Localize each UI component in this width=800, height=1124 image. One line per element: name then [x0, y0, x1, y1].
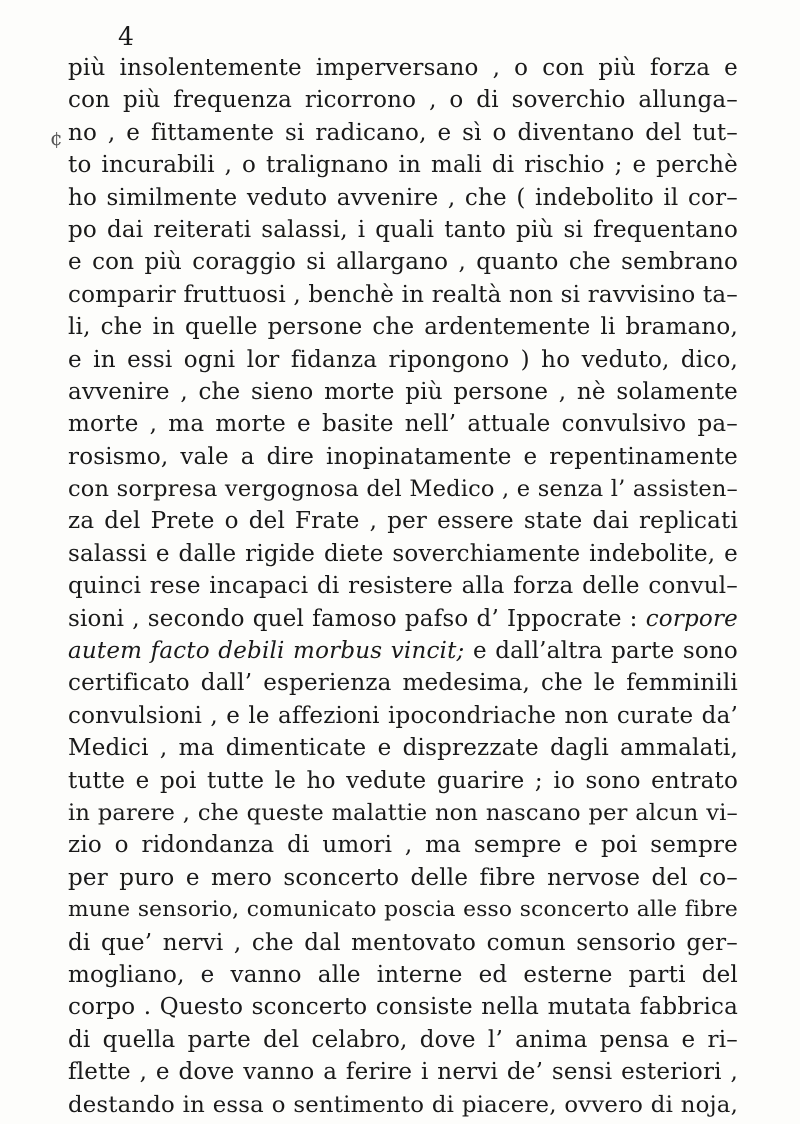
- text-segment: ho similmente veduto avvenire , che ( indebolito il cor–: [68, 184, 738, 211]
- text-line: [68, 927, 738, 959]
- text-segment: zio o ridondanza di umori , ma sempre e poi sempre: [68, 832, 738, 859]
- text-segment: e dall’altra parte sono: [464, 638, 738, 665]
- text-segment: za del Prete o del Frate , per essere state dai replicati: [68, 508, 738, 535]
- text-line: [68, 149, 738, 181]
- text-segment: to incurabili , o tralignano in mali di rischio ; e perchè: [68, 152, 738, 179]
- text-line: [68, 603, 738, 635]
- text-segment: morte , ma morte e basite nell’ attuale convulsivo pa–: [68, 411, 738, 438]
- text-line: [68, 441, 738, 473]
- text-line: [68, 117, 738, 149]
- text-line: [68, 829, 738, 861]
- text-line: [68, 538, 738, 570]
- text-segment: mune sensorio, comunicato poscia esso sconcerto alle fibre: [68, 897, 738, 923]
- text-segment: po dai reiterati salassi, i quali tanto più si frequentano: [68, 216, 738, 243]
- text-line: [68, 182, 738, 214]
- text-line: [68, 505, 738, 537]
- text-line: [68, 1024, 738, 1056]
- text-line: [68, 311, 738, 343]
- text-segment: più insolentemente imperversano , o con più forza e: [68, 55, 738, 81]
- text-segment: salassi e dalle rigide diete soverchiamente indebolite, e: [68, 540, 738, 567]
- text-line: [68, 84, 738, 116]
- text-segment: sioni , secondo quel famoso pafso d’ Ippocrate :: [68, 605, 646, 632]
- text-segment: no , e fittamente si radicano, e sì o diventano del tut–: [68, 119, 738, 146]
- text-segment: li, che in quelle persone che ardentemente li bramano,: [68, 314, 738, 341]
- text-line: [68, 765, 738, 797]
- italic-text: corpore: [645, 605, 738, 632]
- text-line: [68, 1056, 738, 1088]
- page-number: 4: [118, 22, 134, 51]
- italic-text: autem facto debili morbus vincit;: [68, 638, 465, 665]
- text-segment: certificato dall’ esperienza medesima, che le femminili: [68, 670, 738, 697]
- text-segment: mogliano, e vanno alle interne ed esterne parti del: [68, 961, 738, 988]
- text-segment: destando in essa o sentimento di piacere, ovvero di noja,: [68, 1091, 738, 1118]
- text-segment: quinci rese incapaci di resistere alla forza delle convul–: [68, 573, 738, 600]
- text-line: [68, 862, 738, 894]
- text-segment: e in essi ogni lor fidanza ripongono ) ho veduto, dico,: [68, 346, 738, 373]
- text-segment: comparir fruttuosi , benchè in realtà non si ravvisino ta–: [68, 281, 738, 308]
- text-line: [68, 635, 738, 667]
- text-line: [68, 894, 738, 926]
- text-line: [68, 408, 738, 440]
- text-segment: convulsioni , e le affezioni ipocondriache non curate da’: [68, 702, 738, 729]
- text-line: [68, 732, 738, 764]
- text-segment: di que’ nervi , che dal mentovato comun sensorio ger–: [68, 929, 738, 956]
- text-segment: per puro e mero sconcerto delle fibre nervose del co–: [68, 864, 738, 891]
- text-line: [68, 279, 738, 311]
- margin-mark: ¢: [50, 126, 63, 150]
- text-line: [68, 214, 738, 246]
- text-line: [68, 991, 738, 1023]
- text-segment: rosismo, vale a dire inopinatamente e repentinamente: [68, 443, 738, 470]
- body-text: [68, 52, 738, 1121]
- text-segment: avvenire , che sieno morte più persone , nè solamente: [68, 378, 738, 405]
- text-line: [68, 246, 738, 278]
- text-segment: di quella parte del celabro, dove l’ anima pensa e ri–: [68, 1026, 738, 1053]
- text-segment: e con più coraggio si allargano , quanto che sembrano: [68, 249, 738, 276]
- text-line: [68, 1089, 738, 1121]
- text-segment: con sorpresa vergognosa del Medico , e senza l’ assisten–: [68, 476, 738, 503]
- text-segment: Medici , ma dimenticate e disprezzate dagli ammalati,: [68, 735, 738, 762]
- text-line: [68, 700, 738, 732]
- text-segment: tutte e poi tutte le ho vedute guarire ; io sono entrato: [68, 767, 738, 794]
- text-line: [68, 344, 738, 376]
- text-line: [68, 570, 738, 602]
- text-segment: con più frequenza ricorrono , o di soverchio allunga–: [68, 87, 738, 114]
- text-line: [68, 52, 738, 84]
- text-segment: flette , e dove vanno a ferire i nervi de’ sensi esteriori ,: [68, 1059, 738, 1086]
- text-segment: corpo . Questo sconcerto consiste nella mutata fabbrica: [68, 994, 738, 1021]
- text-line: [68, 797, 738, 829]
- text-line: [68, 473, 738, 505]
- text-line: [68, 959, 738, 991]
- text-line: [68, 376, 738, 408]
- text-line: [68, 667, 738, 699]
- text-segment: in parere , che queste malattie non nascano per alcun vi–: [68, 799, 738, 826]
